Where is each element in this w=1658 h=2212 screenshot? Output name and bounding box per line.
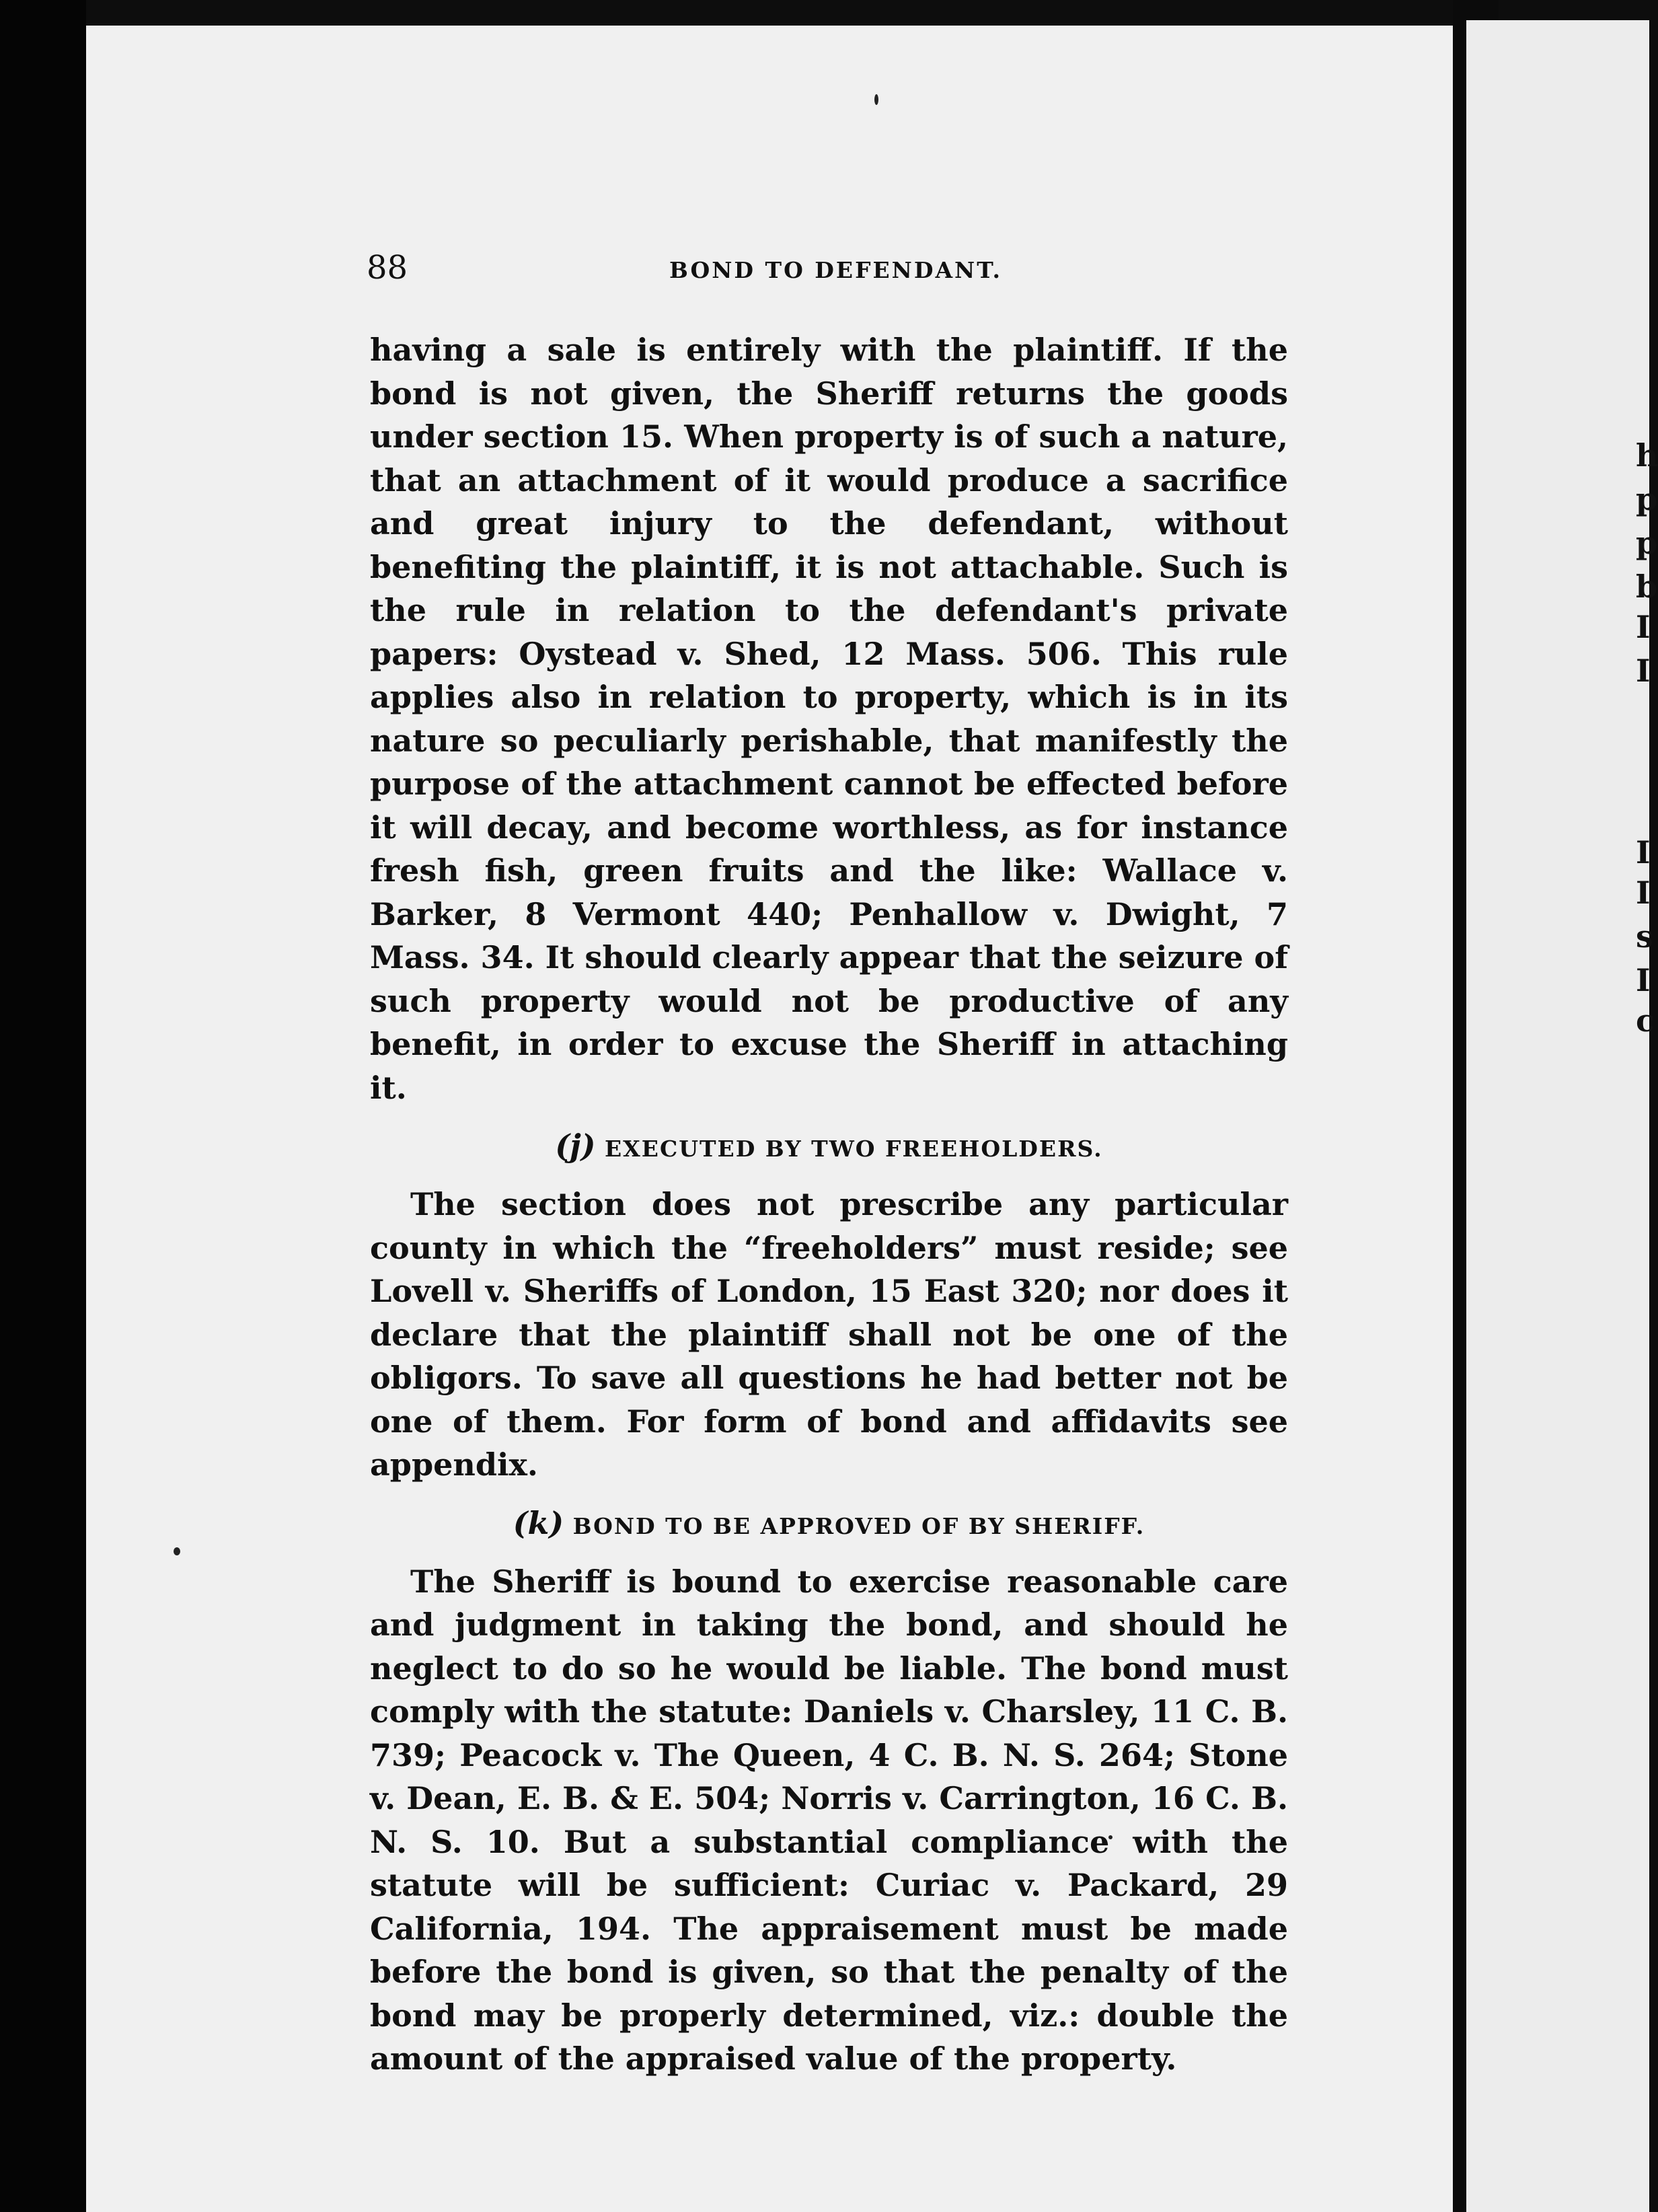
facing-page [1466,20,1658,2212]
facing-page-fragment: s [1636,918,1653,955]
facing-page-fragment: b [1636,568,1658,605]
ink-speck [874,94,878,105]
ink-speck [174,1547,180,1555]
running-head [367,249,1288,289]
facing-page-fragment: I [1636,609,1651,645]
facing-page-fragment: c [1636,1002,1655,1039]
paragraph-freeholders: The section does not prescribe any particular county in which the “freeholders” must reside; see Lovell v. Sheriffs of London, 15 East 320; nor does it declare that the plaintiff shall not be one of the obligors. To save all questions he had better not be one of them. For form of bond and affidavits see appendix. [370,1186,1288,1483]
section-letter: (j) [555,1128,596,1164]
section-letter: (k) [513,1504,564,1541]
facing-page-fragment: I [1636,962,1651,998]
section-heading-text: EXECUTED BY TWO FREEHOLDERS. [605,1136,1103,1162]
section-heading-k [370,1502,1288,1548]
facing-page-fragment: I [1636,875,1651,911]
paragraph-sheriff-approval: The Sheriff is bound to exercise reasonable care and judgment in taking the bond, and should he neglect to do so he would be liable. The bond must comply with the statute: Daniels v. Charsley, 11 C. B. 739; Peacock v. The Queen, 4 C. B. N. S. 264; Stone v. Dean, E. B. & E. 504; Norris v. Carrington, 16 C. B. N. S. 10. But a substantial compliance with the statute will be sufficient: Curiac v. Packard, 29 California, 194. The appraisement must be made before the bond is given, so that the penalty of the bond may be properly determined, viz.: double the amount of the appraised value of the property. [370,1563,1288,2077]
page-number: 88 [367,249,408,287]
section-heading-text: BOND TO BE APPROVED OF BY SHERIFF. [572,1512,1145,1539]
section-heading-j [370,1124,1288,1171]
facing-page-fragment: h [1636,437,1658,474]
facing-page-fragment: p [1636,481,1658,517]
body-text [370,328,1288,2081]
facing-page-fragment: I [1636,653,1651,689]
running-head-title: BOND TO DEFENDANT. [669,257,1003,283]
left-book-edge [0,0,86,2212]
facing-page-fragment: p [1636,525,1658,561]
facing-page-fragment: I [1636,834,1651,871]
paragraph-continuation: having a sale is entirely with the plaintiff. If the bond is not given, the Sheriff returns the goods under section 15. When property is of such a nature, that an attachment of it would produce a sacrifice and great injury to the defendant, without benefiting the plaintiff, it is not attachable. Such is the rule in relation to the defendant's private papers: Oystead v. Shed, 12 Mass. 506. This rule applies also in relation to property, which is in its nature so peculiarly perishable, that manifestly the purpose of the attachment cannot be effected before it will decay, and become worthless, as for instance fresh fish, green fruits and the like: Wallace v. Barker, 8 Vermont 440; Penhallow v. Dwight, 7 Mass. 34. It should clearly appear that the seizure of such property would not be productive of any benefit, in order to excuse the Sheriff in attaching it. [370,332,1288,1106]
